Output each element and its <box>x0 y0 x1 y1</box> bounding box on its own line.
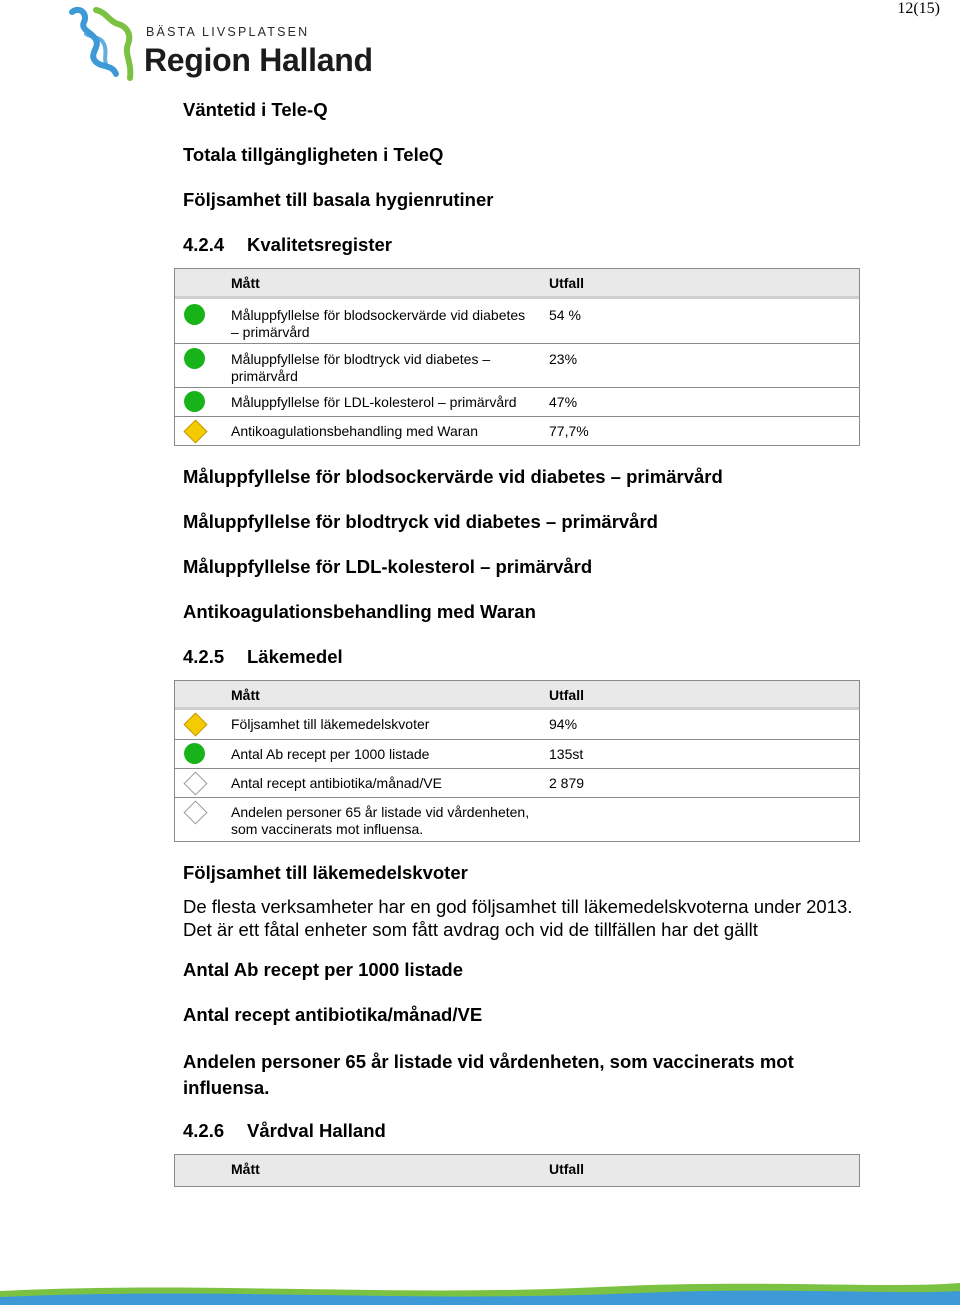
subheading-blodtryck: Måluppfyllelse för blodtryck vid diabetes – primärvård <box>183 511 658 532</box>
section-number: 4.2.6 <box>183 1120 225 1141</box>
table-row <box>175 739 859 768</box>
table-header-row <box>175 269 859 299</box>
row-result: 135st <box>549 746 584 762</box>
heading-tillganglighet: Totala tillgängligheten i TeleQ <box>183 144 444 165</box>
subheading-blodsocker: Måluppfyllelse för blodsockervärde vid diabetes – primärvård <box>183 466 723 487</box>
header-utfall: Utfall <box>549 275 584 291</box>
subheading-waran: Antikoagulationsbehandling med Waran <box>183 601 536 622</box>
decorative-footer-band <box>0 1263 960 1305</box>
green-circle-icon <box>184 304 205 325</box>
region-halland-logo <box>66 4 396 84</box>
logo-brand: Region Halland <box>144 42 373 78</box>
table-row <box>175 387 859 416</box>
row-measure: Måluppfyllelse för blodsockervärde vid diabetes – primärvård <box>231 307 526 340</box>
paragraph-lakemedelskvoter: De flesta verksamheter har en god följsamhet till läkemedelskvoterna under 2013. Det är ett fåtal enheter som fått avdrag och vid de tillfällen har det gällt <box>183 896 853 940</box>
row-measure: Följsamhet till läkemedelskvoter <box>231 716 430 732</box>
green-circle-icon <box>184 391 205 412</box>
row-measure: Antal Ab recept per 1000 listade <box>231 746 430 762</box>
header-utfall: Utfall <box>549 687 584 703</box>
row-result: 94% <box>549 716 578 732</box>
row-result: 47% <box>549 394 578 410</box>
empty-diamond-icon <box>183 771 207 795</box>
row-measure: Andelen personer 65 år listade vid vårdenheten, som vaccinerats mot influensa. <box>231 804 530 837</box>
section-424-heading <box>183 234 392 256</box>
header-matt: Mått <box>231 1161 260 1177</box>
yellow-diamond-icon <box>183 419 207 443</box>
subheading-vaccinerade: Andelen personer 65 år listade vid vårdenheten, som vaccinerats mot influensa. <box>183 1051 794 1098</box>
section-426-heading <box>183 1120 386 1142</box>
table-row <box>175 299 859 343</box>
row-measure: Måluppfyllelse för LDL-kolesterol – primärvård <box>231 394 517 410</box>
page-number: 12(15) <box>897 0 940 17</box>
table-row <box>175 768 859 797</box>
section-title: Kvalitetsregister <box>247 234 392 255</box>
region-halland-river-logo-icon <box>66 4 146 84</box>
vardval-table <box>174 1154 860 1187</box>
yellow-diamond-icon <box>183 712 207 736</box>
table-row <box>175 343 859 387</box>
row-result: 23% <box>549 351 578 367</box>
logo-tagline: BÄSTA LIVSPLATSEN <box>146 25 310 39</box>
section-number: 4.2.4 <box>183 234 225 255</box>
subheading-ldl: Måluppfyllelse för LDL-kolesterol – primärvård <box>183 556 593 577</box>
subheading-lakemedelskvoter: Följsamhet till läkemedelskvoter <box>183 862 468 883</box>
header-matt: Mått <box>231 687 260 703</box>
kvalitetsregister-table <box>174 268 860 446</box>
header-matt: Mått <box>231 275 260 291</box>
heading-vantetid: Väntetid i Tele-Q <box>183 99 328 120</box>
header-utfall: Utfall <box>549 1161 584 1177</box>
table-row <box>175 797 859 841</box>
row-result: 54 % <box>549 307 581 323</box>
section-number: 4.2.5 <box>183 646 225 667</box>
row-measure: Antal recept antibiotika/månad/VE <box>231 775 442 791</box>
table-row <box>175 416 859 445</box>
empty-diamond-icon <box>183 800 207 824</box>
lakemedel-table <box>174 680 860 842</box>
table-header-row <box>175 681 859 710</box>
table-row <box>175 710 859 739</box>
subheading-antibiotika: Antal recept antibiotika/månad/VE <box>183 1004 483 1025</box>
green-circle-icon <box>184 348 205 369</box>
table-header-row <box>175 1155 859 1186</box>
section-title: Läkemedel <box>247 646 343 667</box>
row-measure: Måluppfyllelse för blodtryck vid diabetes – primärvård <box>231 351 491 384</box>
row-measure: Antikoagulationsbehandling med Waran <box>231 423 478 439</box>
subheading-ab-recept: Antal Ab recept per 1000 listade <box>183 959 464 980</box>
heading-hygienrutiner: Följsamhet till basala hygienrutiner <box>183 189 494 210</box>
row-result: 77,7% <box>549 423 589 439</box>
section-425-heading <box>183 646 343 668</box>
row-result: 2 879 <box>549 775 585 791</box>
section-title: Vårdval Halland <box>247 1120 386 1141</box>
green-circle-icon <box>184 743 205 764</box>
